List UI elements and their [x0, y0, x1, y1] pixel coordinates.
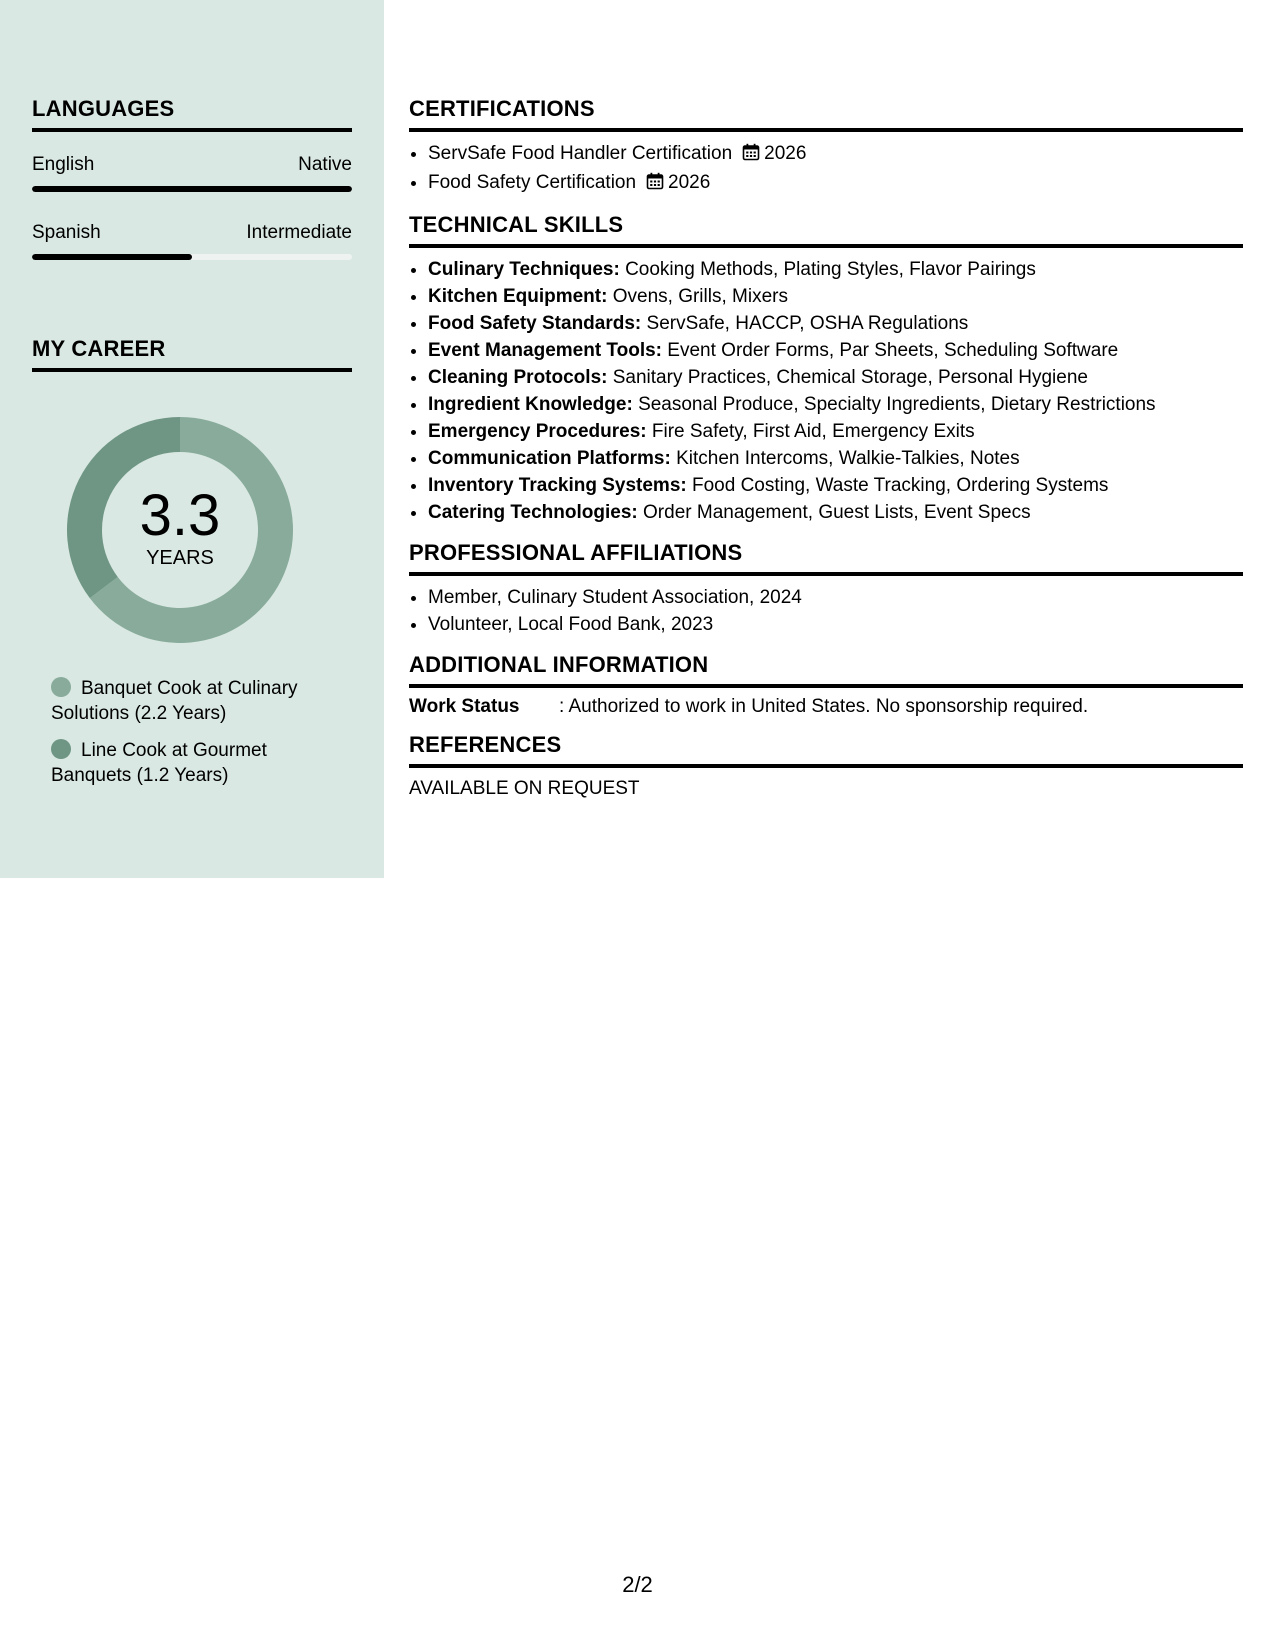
- skill-values: Seasonal Produce, Specialty Ingredients, Dietary Restrictions: [638, 394, 1156, 415]
- references-section: [409, 732, 1243, 800]
- references-text: AVAILABLE ON REQUEST: [409, 778, 640, 799]
- certification-year: 2026: [668, 172, 711, 193]
- skill-item: [428, 256, 1243, 283]
- affiliations-list: [409, 584, 1243, 638]
- language-row: [32, 222, 352, 244]
- affiliations-section: [409, 540, 1243, 638]
- skill-category: Ingredient Knowledge:: [428, 394, 633, 415]
- references-title: REFERENCES: [409, 732, 1243, 768]
- career-total-years: 3.3: [139, 482, 221, 548]
- career-legend-label: Line Cook at Gourmet Banquets (1.2 Years): [51, 740, 267, 786]
- skill-values: Sanitary Practices, Chemical Storage, Personal Hygiene: [612, 367, 1088, 388]
- language-proficiency-bar: [32, 186, 352, 192]
- skill-item: [428, 499, 1243, 526]
- skill-item: [428, 364, 1243, 391]
- certifications-list: [409, 140, 1243, 198]
- skill-values: Food Costing, Waste Tracking, Ordering Systems: [692, 475, 1109, 496]
- languages-title: LANGUAGES: [32, 96, 352, 132]
- career-legend-item: [51, 676, 341, 726]
- calendar-icon: [646, 171, 664, 198]
- technical-skills-list: [409, 256, 1243, 526]
- language-name: Spanish: [32, 222, 101, 243]
- additional-info-title: ADDITIONAL INFORMATION: [409, 652, 1243, 688]
- calendar-icon: [742, 142, 760, 169]
- sidebar: [0, 0, 384, 878]
- main-column: [409, 96, 1243, 814]
- additional-info-section: [409, 652, 1243, 718]
- skill-values: Event Order Forms, Par Sheets, Scheduling Software: [667, 340, 1119, 361]
- language-proficiency-bar: [32, 254, 352, 260]
- skill-item: [428, 310, 1243, 337]
- career-years-unit: YEARS: [146, 546, 214, 569]
- work-status-label: Work Status: [409, 696, 520, 717]
- skill-category: Emergency Procedures:: [428, 421, 647, 442]
- skill-item: [428, 418, 1243, 445]
- technical-skills-section: [409, 212, 1243, 526]
- skill-category: Culinary Techniques:: [428, 259, 620, 280]
- skill-item: [428, 283, 1243, 310]
- skill-values: Fire Safety, First Aid, Emergency Exits: [651, 421, 975, 442]
- skill-values: ServSafe, HACCP, OSHA Regulations: [646, 313, 969, 334]
- skill-values: Ovens, Grills, Mixers: [612, 286, 788, 307]
- skill-category: Inventory Tracking Systems:: [428, 475, 687, 496]
- language-level: Native: [298, 154, 352, 175]
- language-row: [32, 154, 352, 176]
- skill-item: [428, 472, 1243, 499]
- affiliation-item: • Volunteer, Local Food Bank, 2023: [428, 611, 1243, 638]
- legend-dot-icon: [51, 677, 71, 697]
- skill-item: [428, 445, 1243, 472]
- certifications-section: [409, 96, 1243, 198]
- career-legend: [51, 676, 341, 800]
- certification-name: ServSafe Food Handler Certification: [428, 143, 733, 164]
- skill-category: Event Management Tools:: [428, 340, 663, 361]
- certifications-title: CERTIFICATIONS: [409, 96, 1243, 132]
- skill-item: [428, 391, 1243, 418]
- career-legend-label: Banquet Cook at Culinary Solutions (2.2 Years): [51, 678, 298, 724]
- languages-section: [32, 96, 352, 260]
- page-number: 2/2: [622, 1572, 653, 1597]
- career-title: MY CAREER: [32, 336, 352, 372]
- skill-values: Cooking Methods, Plating Styles, Flavor Pairings: [625, 259, 1036, 280]
- career-section: [32, 336, 352, 372]
- skill-category: Catering Technologies:: [428, 502, 638, 523]
- certification-item: [428, 169, 1243, 198]
- language-proficiency-fill: [32, 254, 192, 260]
- certification-name: Food Safety Certification: [428, 172, 637, 193]
- legend-dot-icon: [51, 739, 71, 759]
- skill-category: Food Safety Standards:: [428, 313, 642, 334]
- affiliation-item: • Member, Culinary Student Association, 2024: [428, 584, 1243, 611]
- career-legend-item: [51, 738, 341, 788]
- certification-year: 2026: [764, 143, 807, 164]
- languages-list: [32, 154, 352, 260]
- skill-category: Kitchen Equipment:: [428, 286, 608, 307]
- work-status-value: : Authorized to work in United States. No sponsorship required.: [559, 696, 1089, 717]
- skill-category: Cleaning Protocols:: [428, 367, 608, 388]
- language-level: Intermediate: [246, 222, 352, 243]
- work-status-row: [409, 696, 1243, 718]
- language-name: English: [32, 154, 95, 175]
- certification-item: [428, 140, 1243, 169]
- skill-values: Kitchen Intercoms, Walkie-Talkies, Notes: [676, 448, 1020, 469]
- skill-item: [428, 337, 1243, 364]
- technical-skills-title: TECHNICAL SKILLS: [409, 212, 1243, 248]
- skill-category: Communication Platforms:: [428, 448, 671, 469]
- career-donut-chart: [64, 414, 296, 646]
- affiliations-title: PROFESSIONAL AFFILIATIONS: [409, 540, 1243, 576]
- language-proficiency-fill: [32, 186, 352, 192]
- skill-values: Order Management, Guest Lists, Event Specs: [643, 502, 1031, 523]
